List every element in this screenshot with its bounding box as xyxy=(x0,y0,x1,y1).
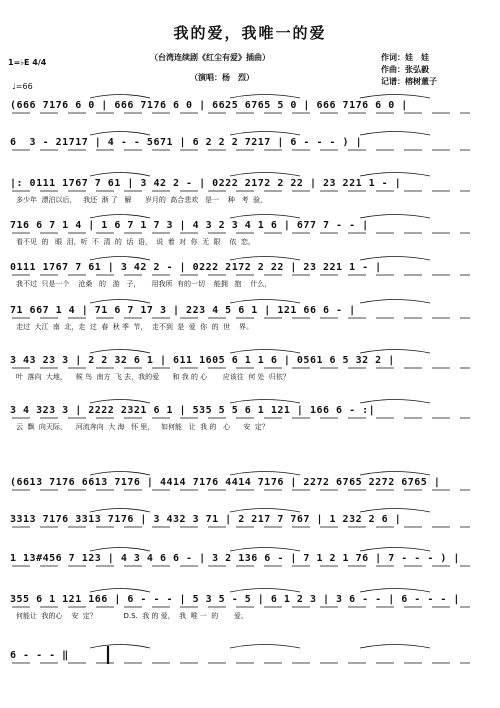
tempo-marking: ♩=66 xyxy=(12,82,33,91)
slur-arc xyxy=(230,589,300,593)
transcriber-credit: 记谱：榕树董子 xyxy=(381,77,437,86)
note-sequence: 355 6 1 121 166 | 6 - - - | 5 3 5 - 5 | 6 1 2 3 | 3 6 - - | 6 - - - | xyxy=(10,594,460,605)
lyric-text: 走过 大江 南 北，走 过 春 秋 季 节， 走不到 是 爱 你 的 世 界。 xyxy=(16,323,253,331)
slur-arc xyxy=(90,548,150,552)
slur-arc xyxy=(90,95,150,99)
slur-arc xyxy=(230,472,300,476)
slur-arc xyxy=(230,645,300,649)
slur-arc xyxy=(230,132,300,136)
slur-arc xyxy=(90,589,150,593)
slur-arc xyxy=(360,589,430,593)
slur-arc xyxy=(230,173,300,177)
slur-arc xyxy=(90,257,150,261)
song-subtitle: （台湾连续剧《红尘有爱》插曲） xyxy=(150,53,270,62)
slur-arc xyxy=(360,257,430,261)
slur-arc xyxy=(360,215,430,219)
slur-arc xyxy=(230,215,300,219)
slur-arc xyxy=(90,645,150,649)
note-sequence: 1 13#456 7 123 | 4 3 4 6 6 - | 3 2 136 6 - | 7 1 2 1 76 | 7 - - - ) | xyxy=(10,553,460,564)
slur-arc xyxy=(230,95,300,99)
slur-arc xyxy=(360,548,430,552)
slur-arc xyxy=(230,400,300,404)
slur-arc xyxy=(90,350,150,354)
note-sequence: 6 - - - ‖ xyxy=(10,650,69,661)
slur-arc xyxy=(90,215,150,219)
note-sequence: 6 3 - 21717 | 4 - - 5671 | 6 2 2 2 7217 | 6 - - - ) | xyxy=(10,137,363,148)
slur-arc xyxy=(360,509,430,513)
slur-arc xyxy=(90,300,150,304)
song-title: 我的爱，我唯一的爱 xyxy=(173,24,327,42)
slur-arc xyxy=(90,472,150,476)
slur-arc xyxy=(90,400,150,404)
note-sequence: 3 43 23 3 | 2 2 32 6 1 | 611 1605 6 1 1 6 | 0561 6 5 32 2 | xyxy=(10,355,395,366)
slur-arc xyxy=(90,132,150,136)
slur-arc xyxy=(230,257,300,261)
slur-arc xyxy=(360,300,430,304)
note-sequence: 0111 1767 7 61 | 3 42 2 - | 0222 2172 2 22 | 23 221 1 - | xyxy=(10,262,382,273)
key-signature: 1=♭E 4/4 xyxy=(8,58,47,67)
note-sequence: 71 667 1 4 | 71 6 7 17 3 | 223 4 5 6 1 | 121 66 6 - | xyxy=(10,305,356,316)
slur-arc xyxy=(360,350,430,354)
slur-arc xyxy=(360,645,430,649)
note-sequence: 716 6 7 1 4 | 1 6 7 1 7 3 | 4 3 2 3 4 1 6 | 677 7 - - | xyxy=(10,220,369,231)
lyric-text: 我不过 只是一个 沧桑 的 游 子， 用我所 有的一切 能拥 抱 什么， xyxy=(16,280,272,288)
slur-arc xyxy=(230,509,300,513)
slur-arc xyxy=(230,300,300,304)
slur-arc xyxy=(230,350,300,354)
note-sequence: (666 7176 6 0 | 666 7176 6 0 | 6625 6765 5 0 | 666 7176 6 0 | xyxy=(10,100,408,111)
lyric-text: 云 飘 向天际， 河流奔向 大 海 怀 里， 如何能 让 我 的 心 安 定？ xyxy=(16,423,269,431)
lyric-text: 叶 落向 大地， 候 鸟 南方 飞 去，我的爱 和 我 的 心 应该往 何 处 归依？ xyxy=(16,373,290,381)
lyricist-credit: 作词：娃 娃 xyxy=(381,53,429,62)
lyric-text: 看不见 的 眼 泪，听 不 清 的 话 语， 说 着 对 你 无 限 依 恋。 xyxy=(16,238,255,246)
note-sequence: 3313 7176 3313 7176 | 3 432 3 71 | 2 217 7 767 | 1 232 2 6 | xyxy=(10,514,402,525)
slur-arc xyxy=(360,472,430,476)
singer-credit: （演唱：杨 烈） xyxy=(190,73,254,82)
composer-credit: 作曲：张弘毅 xyxy=(381,65,429,74)
slur-arc xyxy=(230,548,300,552)
slur-arc xyxy=(360,400,430,404)
slur-arc xyxy=(90,509,150,513)
note-sequence: |: 0111 1767 7 61 | 3 42 2 - | 0222 2172 2 22 | 23 221 1 - | xyxy=(10,178,402,189)
note-sequence: (6613 7176 6613 7176 | 4414 7176 4414 7176 | 2272 6765 2272 6765 | xyxy=(10,477,441,488)
lyric-text: 何能让 我的心 安 定？ D.S. 我 的 爱， 我 唯 一 的 爱。 xyxy=(16,612,248,620)
slur-arc xyxy=(90,173,150,177)
lyric-text: 多少年 漂泊以后， 我还 渐 了 解 岁月的 高合悲欢 是一 种 考 验， xyxy=(16,196,267,204)
slur-arc xyxy=(360,95,430,99)
slur-arc xyxy=(360,132,430,136)
slur-arc xyxy=(360,173,430,177)
note-sequence: 3 4 323 3 | 2222 2321 6 1 | 535 5 5 6 1 121 | 166 6 - :| xyxy=(10,405,376,416)
